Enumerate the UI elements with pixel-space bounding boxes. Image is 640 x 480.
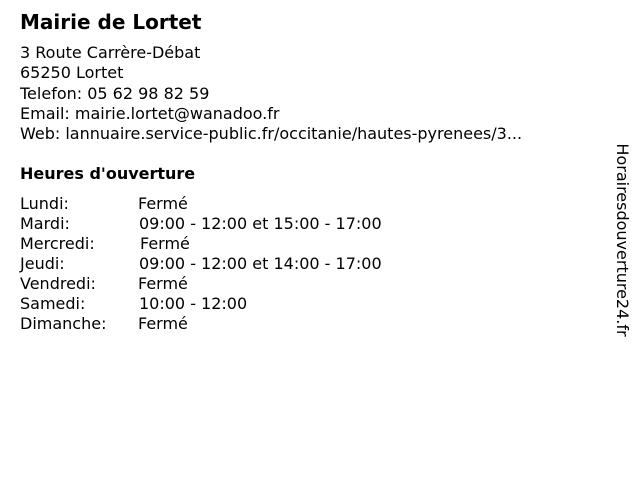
day-hours: 09:00 - 12:00 et 15:00 - 17:00 (139, 214, 382, 233)
city-postcode: 65250 Lortet (20, 63, 124, 83)
site-watermark: Horairesdouverture24.fr (613, 143, 632, 337)
day-hours: 09:00 - 12:00 et 14:00 - 17:00 (139, 254, 382, 273)
day-hours: Fermé (140, 234, 190, 253)
day-label: Samedi: (20, 294, 86, 313)
day-hours: Fermé (138, 194, 188, 213)
day-hours: Fermé (138, 274, 188, 293)
phone-number: Telefon: 05 62 98 82 59 (20, 83, 210, 103)
day-hours: 10:00 - 12:00 (139, 294, 248, 313)
page-title: Mairie de Lortet (20, 10, 202, 34)
day-label: Mercredi: (20, 234, 95, 253)
opening-hours-heading: Heures d'ouverture (20, 164, 196, 183)
day-label: Lundi: (20, 194, 69, 213)
day-hours: Fermé (138, 314, 188, 333)
day-label: Jeudi: (20, 254, 65, 273)
street-address: 3 Route Carrère-Débat (20, 43, 201, 62)
website-url: Web: lannuaire.service-public.fr/occitanie/hautes-pyrenees/3... (20, 124, 523, 144)
day-label: Dimanche: (20, 314, 107, 333)
email-address: Email: mairie.lortet@wanadoo.fr (20, 103, 280, 123)
day-label: Vendredi: (20, 274, 96, 293)
address-block (20, 43, 522, 144)
day-label: Mardi: (20, 214, 70, 233)
